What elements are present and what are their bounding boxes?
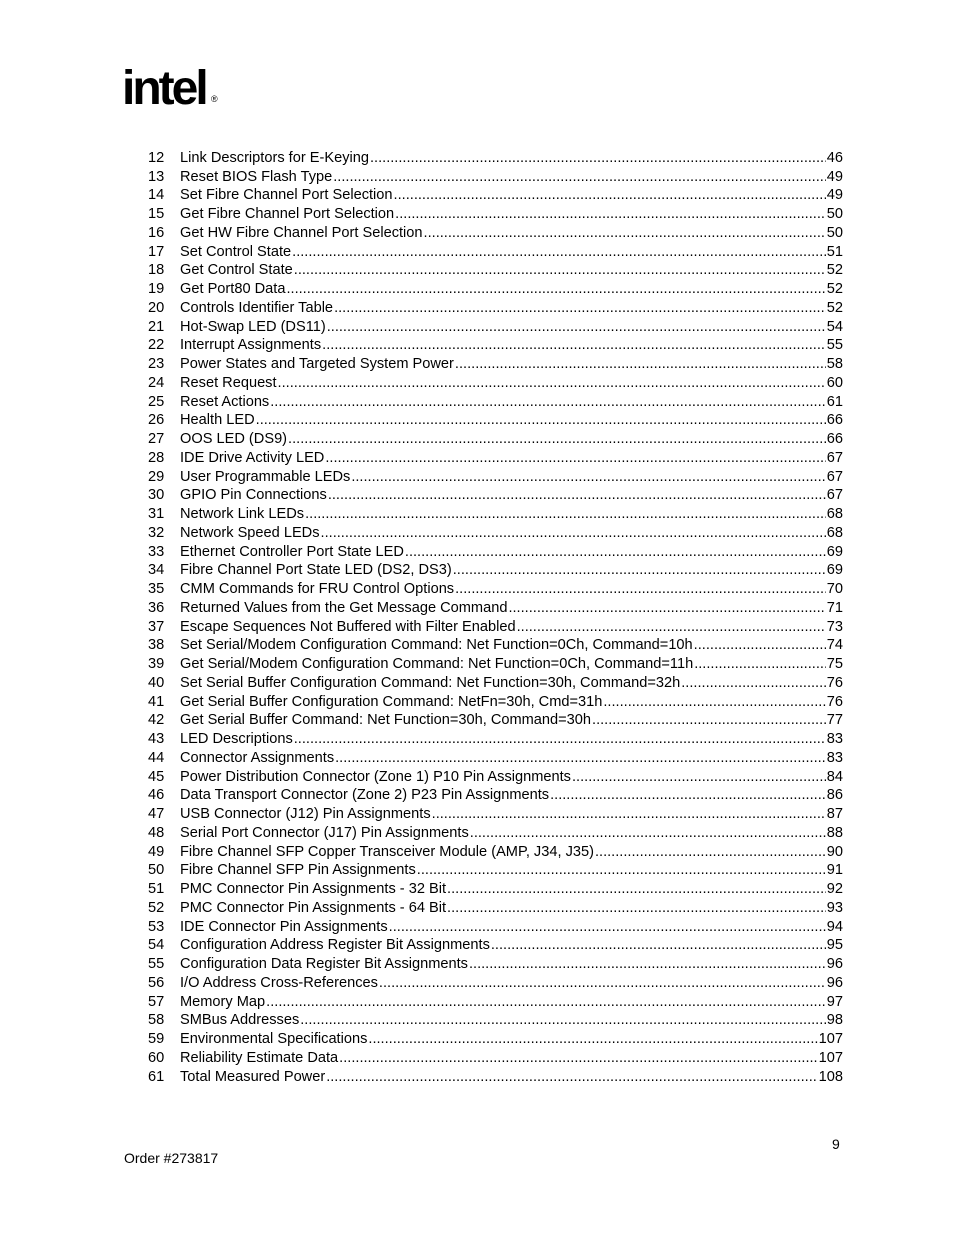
toc-entry-page: 94: [826, 918, 843, 935]
toc-entry-title: Get Control State: [180, 262, 293, 279]
dot-leader: [517, 618, 826, 636]
toc-entry-title: Get Serial Buffer Command: Net Function=30h, Command=30h: [180, 712, 592, 729]
toc-entry-page: 90: [826, 843, 843, 860]
toc-entry[interactable]: [140, 1011, 843, 1030]
toc-entry-number: 12: [148, 149, 165, 166]
toc-entry-page: 67: [826, 449, 843, 466]
toc-entry-title: Ethernet Controller Port State LED: [180, 543, 404, 560]
toc-entry-title: USB Connector (J12) Pin Assignments: [180, 806, 431, 822]
toc-entry[interactable]: [140, 317, 843, 336]
toc-entry-page: 87: [826, 806, 843, 822]
toc-entry-title: Fibre Channel SFP Copper Transceiver Module (AMP, J34, J35): [180, 843, 594, 860]
toc-entry-title: Get Serial/Modem Configuration Command: Net Function=0Ch, Command=11h: [180, 656, 694, 672]
toc-entry-page: 83: [826, 731, 843, 747]
order-number: Order #273817: [124, 1150, 219, 1166]
dot-leader: [292, 243, 826, 261]
toc-entry[interactable]: [140, 186, 843, 205]
toc-entry-number: 60: [148, 1049, 165, 1066]
dot-leader: [572, 768, 826, 786]
dot-leader: [432, 805, 826, 823]
toc-entry[interactable]: [140, 936, 843, 955]
toc-entry-number: 55: [148, 956, 165, 972]
toc-entry[interactable]: [140, 336, 843, 355]
toc-entry-page: 55: [826, 337, 843, 354]
dot-leader: [334, 299, 826, 317]
toc-entry[interactable]: [140, 561, 843, 580]
toc-entry-page: 74: [826, 637, 843, 654]
toc-entry-title: Get Fibre Channel Port Selection: [180, 206, 395, 222]
toc-entry-title: CMM Commands for FRU Control Options: [180, 581, 455, 597]
toc-entry-page: 67: [826, 468, 843, 485]
dot-leader: [389, 918, 826, 936]
toc-entry-title: Link Descriptors for E-Keying: [180, 149, 369, 166]
toc-entry-page: 88: [826, 824, 843, 841]
toc-entry-title: Set Serial Buffer Configuration Command: Net Function=30h, Command=32h: [180, 674, 681, 691]
toc-entry-title: Fibre Channel SFP Pin Assignments: [180, 862, 416, 879]
toc-entry[interactable]: [140, 486, 843, 505]
toc-entry-number: 25: [148, 393, 165, 410]
dot-leader: [455, 580, 826, 598]
toc-entry-page: 46: [826, 149, 843, 166]
toc-entry-title: PMC Connector Pin Assignments - 64 Bit: [180, 899, 447, 916]
toc-entry-page: 61: [826, 393, 843, 410]
toc-entry-title: Controls Identifier Table: [180, 299, 334, 316]
toc-entry[interactable]: [140, 392, 843, 411]
toc-entry-number: 58: [148, 1012, 165, 1029]
toc-entry[interactable]: [140, 411, 843, 430]
toc-entry-page: 50: [826, 206, 843, 222]
toc-entry[interactable]: [140, 261, 843, 280]
toc-entry[interactable]: [140, 354, 843, 373]
toc-entry-page: 77: [826, 712, 843, 729]
toc-entry-page: 98: [826, 1012, 843, 1029]
toc-entry-page: 84: [826, 768, 843, 785]
dot-leader: [455, 355, 826, 373]
toc-entry-number: 21: [148, 318, 165, 335]
toc-entry[interactable]: [140, 786, 843, 805]
toc-entry-number: 20: [148, 299, 165, 316]
toc-entry[interactable]: [140, 748, 843, 767]
toc-entry-page: 52: [826, 299, 843, 316]
toc-entry-title: PMC Connector Pin Assignments - 32 Bit: [180, 881, 447, 897]
toc-entry-number: 22: [148, 337, 165, 354]
toc-entry[interactable]: [140, 1048, 843, 1067]
toc-entry-number: 17: [148, 243, 165, 260]
toc-entry-page: 58: [826, 356, 843, 372]
toc-entry[interactable]: [140, 879, 843, 898]
toc-entry-title: Reset Request: [180, 374, 277, 391]
dot-leader: [447, 899, 826, 917]
toc-entry[interactable]: [140, 579, 843, 598]
toc-entry-title: Interrupt Assignments: [180, 337, 322, 354]
toc-entry[interactable]: [140, 204, 843, 223]
toc-entry-page: 96: [826, 956, 843, 972]
toc-entry-number: 54: [148, 937, 165, 954]
toc-entry-page: 68: [826, 506, 843, 522]
toc-entry-number: 18: [148, 262, 165, 279]
dot-leader: [368, 1030, 817, 1048]
toc-entry-title: Connector Assignments: [180, 749, 335, 766]
toc-entry[interactable]: [140, 842, 843, 861]
toc-entry-page: 97: [826, 993, 843, 1010]
dot-leader: [550, 786, 826, 804]
toc-entry-page: 96: [826, 974, 843, 991]
toc-entry-page: 83: [826, 749, 843, 766]
toc-entry[interactable]: [140, 917, 843, 936]
toc-entry-number: 53: [148, 918, 165, 935]
toc-entry-page: 69: [826, 543, 843, 560]
toc-entry-number: 41: [148, 693, 165, 710]
toc-entry[interactable]: [140, 992, 843, 1011]
toc-entry-page: 49: [826, 168, 843, 185]
toc-entry-number: 28: [148, 449, 165, 466]
toc-entry-number: 52: [148, 899, 165, 916]
toc-entry-page: 49: [826, 187, 843, 204]
toc-entry-number: 34: [148, 562, 165, 579]
toc-entry-title: LED Descriptions: [180, 731, 293, 747]
toc-entry-title: Configuration Data Register Bit Assignments: [180, 956, 468, 972]
dot-leader: [270, 393, 826, 411]
toc-entry[interactable]: [140, 973, 843, 992]
intel-logo: [122, 60, 222, 118]
toc-entry-number: 47: [148, 806, 165, 822]
logo-wordmark: intel: [122, 62, 206, 115]
toc-entry-title: Network Speed LEDs: [180, 524, 320, 541]
toc-entry[interactable]: [140, 298, 843, 317]
toc-entry-number: 33: [148, 543, 165, 560]
toc-entry-title: Network Link LEDs: [180, 506, 305, 522]
toc-entry[interactable]: [140, 954, 843, 973]
dot-leader: [453, 561, 826, 579]
dot-leader: [424, 224, 826, 242]
toc-entry-page: 69: [826, 562, 843, 579]
dot-leader: [305, 505, 826, 523]
dot-leader: [325, 449, 825, 467]
toc-entry-title: Power Distribution Connector (Zone 1) P10 Pin Assignments: [180, 768, 571, 785]
toc-entry-title: Power States and Targeted System Power: [180, 356, 454, 372]
toc-entry-title: Health LED: [180, 412, 255, 429]
toc-entry-number: 13: [148, 168, 165, 185]
toc-entry[interactable]: [140, 242, 843, 261]
toc-entry-number: 19: [148, 281, 165, 297]
toc-entry[interactable]: [140, 804, 843, 823]
toc-entry-number: 31: [148, 506, 165, 522]
dot-leader: [595, 843, 826, 861]
toc-entry-page: 107: [818, 1031, 843, 1047]
toc-entry-number: 51: [148, 881, 165, 897]
toc-entry-title: I/O Address Cross-References: [180, 974, 378, 991]
toc-entry-page: 71: [826, 599, 843, 616]
toc-entry-title: Set Serial/Modem Configuration Command: Net Function=0Ch, Command=10h: [180, 637, 693, 654]
toc-entry[interactable]: [140, 504, 843, 523]
toc-entry-number: 36: [148, 599, 165, 616]
toc-entry-number: 27: [148, 431, 165, 447]
toc-entry-title: Set Fibre Channel Port Selection: [180, 187, 393, 204]
toc-entry-number: 61: [148, 1068, 165, 1085]
toc-entry-number: 45: [148, 768, 165, 785]
toc-entry-number: 46: [148, 787, 165, 804]
dot-leader: [603, 693, 825, 711]
dot-leader: [326, 1068, 817, 1086]
toc-entry-title: Serial Port Connector (J17) Pin Assignments: [180, 824, 469, 841]
toc-entry-page: 91: [826, 862, 843, 879]
toc-entry-title: Escape Sequences Not Buffered with Filter Enabled: [180, 618, 516, 635]
dot-leader: [694, 655, 826, 673]
toc-entry-page: 68: [826, 524, 843, 541]
dot-leader: [327, 318, 826, 336]
toc-entry-title: Memory Map: [180, 993, 266, 1010]
toc-entry[interactable]: [140, 167, 843, 186]
dot-leader: [469, 955, 826, 973]
toc-entry[interactable]: [140, 279, 843, 298]
toc-entry-page: 108: [818, 1068, 843, 1085]
toc-entry[interactable]: [140, 1029, 843, 1048]
dot-leader: [333, 168, 826, 186]
toc-entry-title: Fibre Channel Port State LED (DS2, DS3): [180, 562, 452, 579]
dot-leader: [592, 711, 826, 729]
dot-leader: [370, 149, 826, 167]
dot-leader: [694, 636, 826, 654]
toc-entry-number: 15: [148, 206, 165, 222]
dot-leader: [491, 936, 826, 954]
dot-leader: [328, 486, 826, 504]
toc-entry-number: 43: [148, 731, 165, 747]
dot-leader: [300, 1011, 826, 1029]
toc-entry-number: 56: [148, 974, 165, 991]
toc-entry-page: 67: [826, 487, 843, 504]
toc-entry-title: Reliability Estimate Data: [180, 1049, 339, 1066]
toc-entry-number: 24: [148, 374, 165, 391]
toc-entry-title: User Programmable LEDs: [180, 468, 351, 485]
toc-entry-title: Reset Actions: [180, 393, 270, 410]
toc-entry[interactable]: [140, 654, 843, 673]
dot-leader: [339, 1049, 817, 1067]
registered-mark: ®: [211, 94, 218, 104]
dot-leader: [395, 205, 826, 223]
toc-entry[interactable]: [140, 523, 843, 542]
toc-entry-number: 29: [148, 468, 165, 485]
toc-entry-page: 54: [826, 318, 843, 335]
toc-entry-number: 38: [148, 637, 165, 654]
dot-leader: [417, 861, 826, 879]
dot-leader: [294, 261, 826, 279]
dot-leader: [256, 411, 826, 429]
table-of-contents-list: [140, 148, 843, 1086]
toc-entry-title: Set Control State: [180, 243, 292, 260]
toc-entry[interactable]: [140, 673, 843, 692]
toc-entry[interactable]: [140, 448, 843, 467]
dot-leader: [288, 430, 826, 448]
dot-leader: [278, 374, 826, 392]
toc-entry-number: 35: [148, 581, 165, 597]
toc-entry-number: 59: [148, 1031, 165, 1047]
dot-leader: [508, 599, 825, 617]
toc-entry-page: 75: [826, 656, 843, 672]
toc-entry-page: 93: [826, 899, 843, 916]
toc-entry[interactable]: [140, 373, 843, 392]
dot-leader: [321, 524, 826, 542]
toc-entry[interactable]: [140, 823, 843, 842]
toc-entry-number: 26: [148, 412, 165, 429]
dot-leader: [286, 280, 825, 298]
toc-entry-title: OOS LED (DS9): [180, 431, 288, 447]
toc-entry-number: 48: [148, 824, 165, 841]
toc-entry[interactable]: [140, 729, 843, 748]
toc-entry-page: 95: [826, 937, 843, 954]
toc-entry[interactable]: [140, 767, 843, 786]
dot-leader: [351, 468, 825, 486]
toc-entry[interactable]: [140, 542, 843, 561]
toc-entry[interactable]: [140, 861, 843, 880]
toc-entry-number: 42: [148, 712, 165, 729]
toc-entry-title: Hot-Swap LED (DS11): [180, 318, 326, 335]
toc-entry-number: 14: [148, 187, 165, 204]
toc-entry[interactable]: [140, 148, 843, 167]
toc-entry-page: 66: [826, 431, 843, 447]
dot-leader: [447, 880, 826, 898]
toc-entry-page: 73: [826, 618, 843, 635]
toc-entry-number: 57: [148, 993, 165, 1010]
toc-entry-title: Get Port80 Data: [180, 281, 286, 297]
dot-leader: [405, 543, 826, 561]
dot-leader: [335, 749, 826, 767]
toc-entry-number: 16: [148, 224, 165, 241]
toc-entry-page: 52: [826, 262, 843, 279]
toc-entry-page: 51: [826, 243, 843, 260]
toc-entry-page: 107: [818, 1049, 843, 1066]
toc-entry-title: Configuration Address Register Bit Assignments: [180, 937, 490, 954]
toc-entry-title: Data Transport Connector (Zone 2) P23 Pin Assignments: [180, 787, 550, 804]
toc-entry-title: IDE Connector Pin Assignments: [180, 918, 388, 935]
toc-entry-number: 40: [148, 674, 165, 691]
toc-entry-number: 39: [148, 656, 165, 672]
toc-entry-title: Get Serial Buffer Configuration Command: NetFn=30h, Cmd=31h: [180, 693, 603, 710]
dot-leader: [681, 674, 826, 692]
toc-entry-number: 32: [148, 524, 165, 541]
toc-entry[interactable]: [140, 598, 843, 617]
toc-entry-number: 37: [148, 618, 165, 635]
toc-entry-page: 92: [826, 881, 843, 897]
toc-entry-page: 50: [826, 224, 843, 241]
toc-entry-title: GPIO Pin Connections: [180, 487, 327, 504]
toc-entry-title: Returned Values from the Get Message Command: [180, 599, 508, 616]
toc-entry-title: SMBus Addresses: [180, 1012, 300, 1029]
toc-entry-number: 49: [148, 843, 165, 860]
toc-entry[interactable]: [140, 692, 843, 711]
dot-leader: [322, 336, 826, 354]
toc-entry-page: 76: [826, 674, 843, 691]
page-number: 9: [832, 1136, 840, 1152]
toc-entry[interactable]: [140, 223, 843, 242]
dot-leader: [470, 824, 826, 842]
toc-entry-title: Reset BIOS Flash Type: [180, 168, 333, 185]
toc-entry[interactable]: [140, 711, 843, 730]
toc-entry-page: 70: [826, 581, 843, 597]
dot-leader: [266, 993, 826, 1011]
toc-entry-page: 66: [826, 412, 843, 429]
toc-entry-page: 60: [826, 374, 843, 391]
toc-entry-number: 30: [148, 487, 165, 504]
toc-entry-title: IDE Drive Activity LED: [180, 449, 325, 466]
toc-entry-title: Get HW Fibre Channel Port Selection: [180, 224, 423, 241]
dot-leader: [379, 974, 826, 992]
toc-entry[interactable]: [140, 898, 843, 917]
toc-entry-page: 52: [826, 281, 843, 297]
dot-leader: [394, 186, 826, 204]
toc-entry[interactable]: [140, 1067, 843, 1086]
toc-entry-number: 50: [148, 862, 165, 879]
toc-entry-title: Environmental Specifications: [180, 1031, 368, 1047]
toc-entry-page: 76: [826, 693, 843, 710]
toc-entry-title: Total Measured Power: [180, 1068, 326, 1085]
toc-entry-number: 44: [148, 749, 165, 766]
toc-entry[interactable]: [140, 429, 843, 448]
toc-entry[interactable]: [140, 467, 843, 486]
dot-leader: [294, 730, 826, 748]
toc-entry-page: 86: [826, 787, 843, 804]
toc-entry-number: 23: [148, 356, 165, 372]
toc-entry[interactable]: [140, 636, 843, 655]
toc-entry[interactable]: [140, 617, 843, 636]
